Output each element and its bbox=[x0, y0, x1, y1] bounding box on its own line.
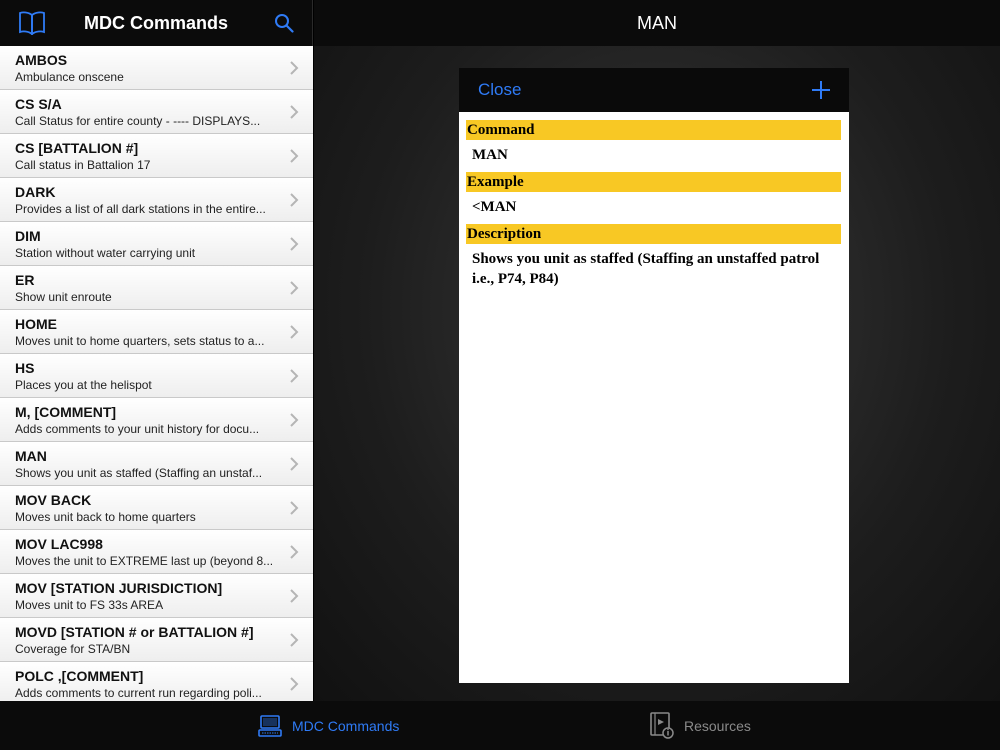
chevron-right-icon bbox=[289, 588, 299, 604]
tab-bar bbox=[0, 701, 1000, 750]
list-item[interactable] bbox=[0, 574, 313, 618]
resources-book-icon bbox=[650, 712, 674, 740]
command-name: DARK bbox=[15, 184, 56, 200]
command-name: M, [COMMENT] bbox=[15, 404, 117, 420]
tab-resources[interactable] bbox=[650, 701, 751, 750]
chevron-right-icon bbox=[289, 280, 299, 296]
list-item[interactable] bbox=[0, 46, 313, 90]
command-description: Ambulance onscene bbox=[15, 70, 124, 84]
list-item[interactable] bbox=[0, 134, 313, 178]
command-name: CS [BATTALION #] bbox=[15, 140, 139, 156]
chevron-right-icon bbox=[289, 148, 299, 164]
chevron-right-icon bbox=[289, 324, 299, 340]
list-item[interactable] bbox=[0, 530, 313, 574]
tab-mdc-commands[interactable] bbox=[258, 701, 399, 750]
list-item[interactable] bbox=[0, 486, 313, 530]
command-description: Moves the unit to EXTREME last up (beyond 8... bbox=[15, 554, 274, 568]
close-button[interactable]: Close bbox=[478, 68, 521, 112]
tab-resources-label: Resources bbox=[684, 717, 751, 734]
card-toolbar bbox=[459, 68, 849, 112]
chevron-right-icon bbox=[289, 456, 299, 472]
description-value: Shows you unit as staffed (Staffing an unstaffed patrol i.e., P74, P84) bbox=[472, 251, 820, 287]
command-name: MOV [STATION JURISDICTION] bbox=[15, 580, 223, 596]
command-description: Moves unit to FS 33s AREA bbox=[15, 598, 164, 612]
list-item[interactable] bbox=[0, 266, 313, 310]
chevron-right-icon bbox=[289, 368, 299, 384]
command-name: ER bbox=[15, 272, 35, 288]
command-name: CS S/A bbox=[15, 96, 62, 112]
chevron-right-icon bbox=[289, 500, 299, 516]
detail-header bbox=[314, 0, 1000, 46]
list-item[interactable] bbox=[0, 354, 313, 398]
command-description: Adds comments to current run regarding poli... bbox=[15, 686, 262, 700]
list-item[interactable] bbox=[0, 310, 313, 354]
command-name: MOVD [STATION # or BATTALION #] bbox=[15, 624, 254, 640]
chevron-right-icon bbox=[289, 632, 299, 648]
chevron-right-icon bbox=[289, 544, 299, 560]
command-detail-card bbox=[459, 68, 849, 683]
command-value: MAN bbox=[472, 147, 508, 163]
example-heading: Example bbox=[466, 172, 841, 192]
card-body bbox=[466, 120, 841, 296]
chevron-right-icon bbox=[289, 412, 299, 428]
example-value: <MAN bbox=[472, 199, 517, 215]
command-description: Adds comments to your unit history for docu... bbox=[15, 422, 260, 436]
command-description: Places you at the helispot bbox=[15, 378, 152, 392]
sidebar-header bbox=[0, 0, 313, 46]
command-name: POLC ,[COMMENT] bbox=[15, 668, 144, 684]
command-description: Provides a list of all dark stations in the entire... bbox=[15, 202, 266, 216]
command-name: MAN bbox=[15, 448, 47, 464]
plus-icon[interactable] bbox=[811, 80, 831, 100]
list-item[interactable] bbox=[0, 618, 313, 662]
description-heading: Description bbox=[466, 224, 841, 244]
page-title: MAN bbox=[637, 13, 677, 33]
command-description: Call status in Battalion 17 bbox=[15, 158, 151, 172]
search-icon[interactable] bbox=[274, 13, 294, 33]
computer-icon bbox=[258, 715, 282, 737]
command-list bbox=[0, 46, 313, 701]
command-description: Coverage for STA/BN bbox=[15, 642, 131, 656]
chevron-right-icon bbox=[289, 236, 299, 252]
command-description: Station without water carrying unit bbox=[15, 246, 196, 260]
tab-mdc-label: MDC Commands bbox=[292, 717, 400, 734]
command-description: Moves unit to home quarters, sets status to a... bbox=[15, 334, 265, 348]
command-description: Show unit enroute bbox=[15, 290, 112, 304]
command-description: Shows you unit as staffed (Staffing an unstaf... bbox=[15, 466, 263, 480]
chevron-right-icon bbox=[289, 192, 299, 208]
command-name: AMBOS bbox=[15, 52, 68, 68]
sidebar-title: MDC Commands bbox=[83, 13, 228, 33]
command-heading: Command bbox=[466, 120, 841, 140]
command-name: MOV LAC998 bbox=[15, 536, 103, 552]
chevron-right-icon bbox=[289, 676, 299, 692]
command-name: HOME bbox=[15, 316, 57, 332]
list-item[interactable] bbox=[0, 90, 313, 134]
command-name: MOV BACK bbox=[15, 492, 92, 508]
command-name: DIM bbox=[15, 228, 41, 244]
chevron-right-icon bbox=[289, 104, 299, 120]
list-item[interactable] bbox=[0, 398, 313, 442]
list-item[interactable] bbox=[0, 442, 313, 486]
chevron-right-icon bbox=[289, 60, 299, 76]
command-description: Moves unit back to home quarters bbox=[15, 510, 196, 524]
command-name: HS bbox=[15, 360, 35, 376]
command-description: Call Status for entire county - ---- DISPLAYS... bbox=[15, 114, 261, 128]
list-item[interactable] bbox=[0, 178, 313, 222]
list-item[interactable] bbox=[0, 662, 313, 701]
list-item[interactable] bbox=[0, 222, 313, 266]
